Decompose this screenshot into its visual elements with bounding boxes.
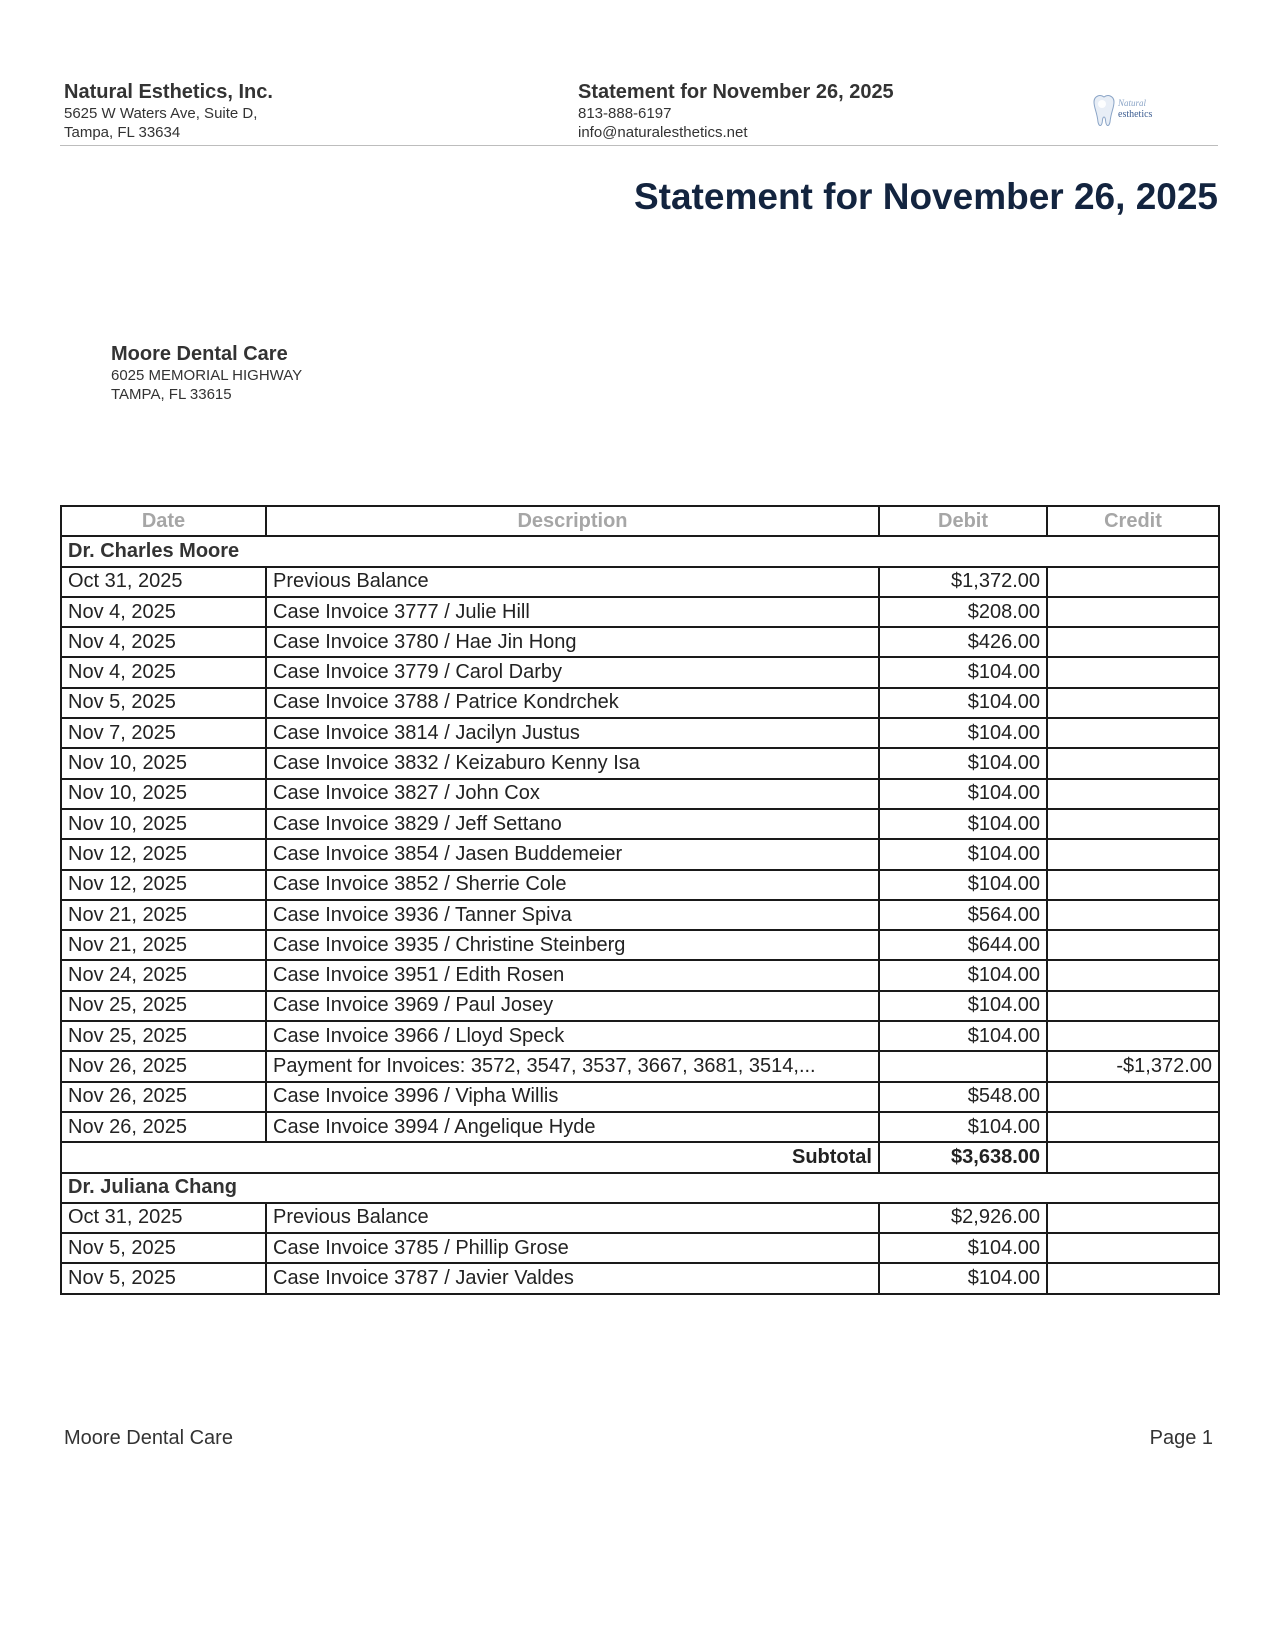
table-row <box>61 1233 1219 1263</box>
row-debit: $2,926.00 <box>879 1203 1047 1233</box>
row-credit <box>1047 900 1219 930</box>
row-date: Nov 21, 2025 <box>61 930 266 960</box>
table-row <box>61 597 1219 627</box>
table-row <box>61 930 1219 960</box>
row-description: Previous Balance <box>266 1203 879 1233</box>
header-statement-title: Statement for November 26, 2025 <box>578 81 894 103</box>
row-date: Nov 10, 2025 <box>61 748 266 778</box>
row-date: Nov 21, 2025 <box>61 900 266 930</box>
row-description: Case Invoice 3788 / Patrice Kondrchek <box>266 688 879 718</box>
row-credit <box>1047 839 1219 869</box>
row-date: Nov 7, 2025 <box>61 718 266 748</box>
row-description: Case Invoice 3777 / Julie Hill <box>266 597 879 627</box>
row-description: Case Invoice 3854 / Jasen Buddemeier <box>266 839 879 869</box>
row-credit <box>1047 779 1219 809</box>
company-address-line1: 5625 W Waters Ave, Suite D, <box>64 105 258 122</box>
row-date: Nov 24, 2025 <box>61 960 266 990</box>
row-debit <box>879 1051 1047 1081</box>
row-debit: $104.00 <box>879 718 1047 748</box>
row-debit: $104.00 <box>879 688 1047 718</box>
statement-table <box>60 505 1220 1295</box>
table-row <box>61 809 1219 839</box>
doctor-name: Dr. Juliana Chang <box>61 1173 1219 1203</box>
row-description: Case Invoice 3936 / Tanner Spiva <box>266 900 879 930</box>
table-row <box>61 567 1219 597</box>
row-date: Nov 4, 2025 <box>61 657 266 687</box>
table-row <box>61 718 1219 748</box>
row-credit <box>1047 627 1219 657</box>
row-credit <box>1047 1233 1219 1263</box>
row-credit <box>1047 1082 1219 1112</box>
recipient-address-line1: 6025 MEMORIAL HIGHWAY <box>111 367 303 384</box>
row-credit <box>1047 718 1219 748</box>
row-date: Nov 4, 2025 <box>61 627 266 657</box>
table-row <box>61 900 1219 930</box>
row-date: Nov 25, 2025 <box>61 1021 266 1051</box>
row-debit: $564.00 <box>879 900 1047 930</box>
row-debit: $104.00 <box>879 657 1047 687</box>
footer-customer: Moore Dental Care <box>64 1427 233 1449</box>
row-debit: $104.00 <box>879 809 1047 839</box>
subtotal-value: $3,638.00 <box>879 1142 1047 1172</box>
logo-text-top: Natural <box>1118 98 1147 108</box>
table-row <box>61 748 1219 778</box>
table-row <box>61 1203 1219 1233</box>
header-divider <box>60 145 1218 146</box>
doctor-group-row <box>61 1173 1219 1203</box>
row-debit: $208.00 <box>879 597 1047 627</box>
row-description: Previous Balance <box>266 567 879 597</box>
table-header-row <box>61 506 1219 536</box>
row-description: Payment for Invoices: 3572, 3547, 3537, 3667, 3681, 3514,... <box>266 1051 879 1081</box>
table-row <box>61 688 1219 718</box>
company-logo <box>1090 92 1176 132</box>
table-row <box>61 1112 1219 1142</box>
footer-page-number: Page 1 <box>1149 1427 1213 1449</box>
row-description: Case Invoice 3829 / Jeff Settano <box>266 809 879 839</box>
row-description: Case Invoice 3994 / Angelique Hyde <box>266 1112 879 1142</box>
header-date: Date <box>61 506 266 536</box>
row-description: Case Invoice 3951 / Edith Rosen <box>266 960 879 990</box>
tooth-icon <box>1094 96 1114 126</box>
row-debit: $548.00 <box>879 1082 1047 1112</box>
row-description: Case Invoice 3827 / John Cox <box>266 779 879 809</box>
row-description: Case Invoice 3966 / Lloyd Speck <box>266 1021 879 1051</box>
row-description: Case Invoice 3852 / Sherrie Cole <box>266 870 879 900</box>
table-row <box>61 627 1219 657</box>
company-address-line2: Tampa, FL 33634 <box>64 124 181 141</box>
row-description: Case Invoice 3814 / Jacilyn Justus <box>266 718 879 748</box>
row-date: Nov 26, 2025 <box>61 1051 266 1081</box>
row-debit: $104.00 <box>879 839 1047 869</box>
row-credit <box>1047 567 1219 597</box>
row-debit: $104.00 <box>879 1263 1047 1293</box>
table-row <box>61 1082 1219 1112</box>
row-credit <box>1047 870 1219 900</box>
header-description: Description <box>266 506 879 536</box>
table-row <box>61 1021 1219 1051</box>
row-date: Nov 25, 2025 <box>61 991 266 1021</box>
company-name: Natural Esthetics, Inc. <box>64 81 273 103</box>
table-row <box>61 1263 1219 1293</box>
row-date: Nov 5, 2025 <box>61 1263 266 1293</box>
company-phone: 813-888-6197 <box>578 105 672 122</box>
header-credit: Credit <box>1047 506 1219 536</box>
row-description: Case Invoice 3780 / Hae Jin Hong <box>266 627 879 657</box>
row-date: Nov 5, 2025 <box>61 688 266 718</box>
row-date: Nov 12, 2025 <box>61 839 266 869</box>
row-date: Nov 10, 2025 <box>61 779 266 809</box>
row-description: Case Invoice 3832 / Keizaburo Kenny Isa <box>266 748 879 778</box>
row-credit <box>1047 809 1219 839</box>
subtotal-credit-empty <box>1047 1142 1219 1172</box>
table-row <box>61 870 1219 900</box>
row-debit: $104.00 <box>879 748 1047 778</box>
table-row <box>61 1051 1219 1081</box>
row-date: Nov 4, 2025 <box>61 597 266 627</box>
row-credit <box>1047 991 1219 1021</box>
row-date: Nov 10, 2025 <box>61 809 266 839</box>
recipient-name: Moore Dental Care <box>111 343 288 365</box>
row-credit <box>1047 748 1219 778</box>
row-date: Nov 12, 2025 <box>61 870 266 900</box>
subtotal-row <box>61 1142 1219 1172</box>
row-date: Oct 31, 2025 <box>61 1203 266 1233</box>
row-date: Nov 5, 2025 <box>61 1233 266 1263</box>
row-debit: $104.00 <box>879 1021 1047 1051</box>
row-debit: $1,372.00 <box>879 567 1047 597</box>
row-description: Case Invoice 3787 / Javier Valdes <box>266 1263 879 1293</box>
header-debit: Debit <box>879 506 1047 536</box>
row-credit <box>1047 657 1219 687</box>
recipient-block <box>111 343 302 404</box>
statement-table-body <box>61 536 1219 1293</box>
row-credit: -$1,372.00 <box>1047 1051 1219 1081</box>
company-block <box>64 80 273 142</box>
recipient-address-line2: TAMPA, FL 33615 <box>111 386 232 403</box>
table-row <box>61 657 1219 687</box>
row-credit <box>1047 1203 1219 1233</box>
row-description: Case Invoice 3969 / Paul Josey <box>266 991 879 1021</box>
row-description: Case Invoice 3996 / Vipha Willis <box>266 1082 879 1112</box>
logo-text-bottom: esthetics <box>1118 109 1153 120</box>
row-credit <box>1047 1021 1219 1051</box>
row-credit <box>1047 930 1219 960</box>
row-description: Case Invoice 3779 / Carol Darby <box>266 657 879 687</box>
row-credit <box>1047 1112 1219 1142</box>
row-debit: $104.00 <box>879 1112 1047 1142</box>
table-row <box>61 960 1219 990</box>
row-credit <box>1047 1263 1219 1293</box>
doctor-name: Dr. Charles Moore <box>61 536 1219 566</box>
table-row <box>61 839 1219 869</box>
contact-block <box>578 80 894 142</box>
row-credit <box>1047 597 1219 627</box>
row-debit: $644.00 <box>879 930 1047 960</box>
row-debit: $104.00 <box>879 960 1047 990</box>
row-date: Nov 26, 2025 <box>61 1082 266 1112</box>
row-debit: $104.00 <box>879 870 1047 900</box>
row-debit: $426.00 <box>879 627 1047 657</box>
row-debit: $104.00 <box>879 779 1047 809</box>
table-row <box>61 991 1219 1021</box>
company-email: info@naturalesthetics.net <box>578 124 748 141</box>
row-credit <box>1047 688 1219 718</box>
row-description: Case Invoice 3935 / Christine Steinberg <box>266 930 879 960</box>
subtotal-label: Subtotal <box>61 1142 879 1172</box>
doctor-group-row <box>61 536 1219 566</box>
row-credit <box>1047 960 1219 990</box>
page-title: Statement for November 26, 2025 <box>633 176 1218 217</box>
row-date: Oct 31, 2025 <box>61 567 266 597</box>
row-debit: $104.00 <box>879 991 1047 1021</box>
table-row <box>61 779 1219 809</box>
row-date: Nov 26, 2025 <box>61 1112 266 1142</box>
row-debit: $104.00 <box>879 1233 1047 1263</box>
row-description: Case Invoice 3785 / Phillip Grose <box>266 1233 879 1263</box>
